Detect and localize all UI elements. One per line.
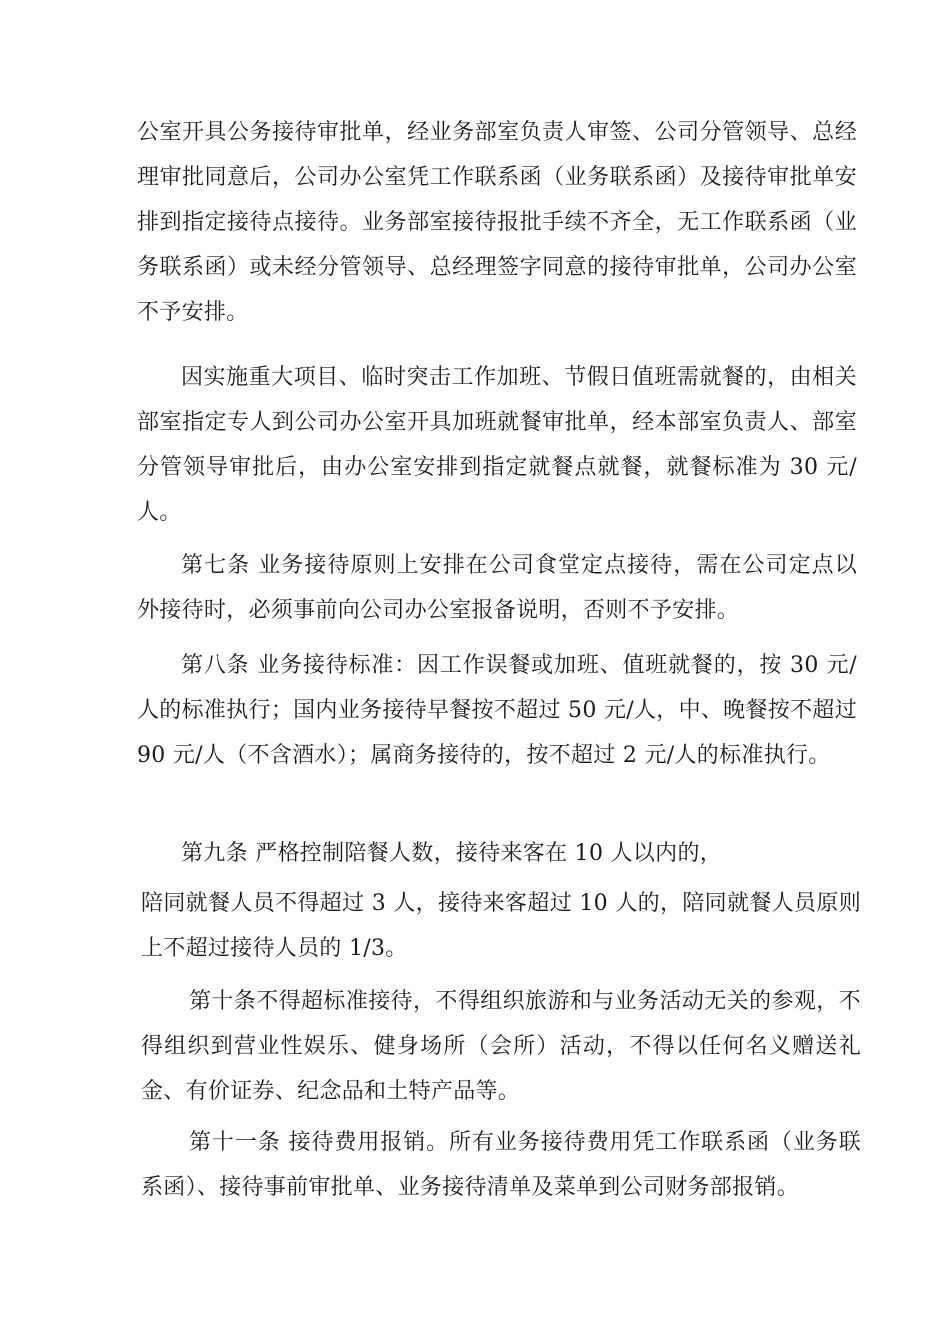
paragraph-article-9: 第九条 严格控制陪餐人数，接待来客在 10 人以内的， <box>181 841 723 866</box>
paragraph-article-8: 第八条 业务接待标准：因工作误餐或加班、值班就餐的，按 30 元/人的标准执行；国内业务接待早餐按不超过 50 元/人，中、晚餐按不超过 90 元/人（不含酒水）；属商务接待的，按不超过 2 元/人的标准执行。 <box>137 653 857 768</box>
paragraph-article-7: 第七条 业务接待原则上安排在公司食堂定点接待，需在公司定点以外接待时，必须事前向公司办公室报备说明，否则不予安排。 <box>137 553 857 623</box>
paragraph-approval-procedure: 公室开具公务接待审批单，经业务部室负责人审签、公司分管领导、总经理审批同意后，公司办公室凭工作联系函（业务联系函）及接待审批单安排到指定接待点接待。业务部室接待报批手续不齐全，无工作联系函（业务联系函）或未经分管领导、总经理签字同意的接待审批单，公司办公室不予安排。 <box>137 120 857 325</box>
paragraph-article-11: 第十一条 接待费用报销。所有业务接待费用凭工作联系函（业务联系函）、接待事前审批单、业务接待清单及菜单到公司财务部报销。 <box>141 1130 861 1200</box>
paragraph-article-9-continued: 陪同就餐人员不得超过 3 人，接待来客超过 10 人的，陪同就餐人员原则上不超过接待人员的 1/3。 <box>141 891 861 961</box>
paragraph-article-10: 第十条不得超标准接待，不得组织旅游和与业务活动无关的参观，不得组织到营业性娱乐、健身场所（会所）活动，不得以任何名义赠送礼金、有价证券、纪念品和土特产品等。 <box>141 989 861 1104</box>
paragraph-overtime-meals: 因实施重大项目、临时突击工作加班、节假日值班需就餐的，由相关部室指定专人到公司办公室开具加班就餐审批单，经本部室负责人、部室分管领导审批后，由办公室安排到指定就餐点就餐，就餐标准为 30 元/人。 <box>137 365 857 525</box>
